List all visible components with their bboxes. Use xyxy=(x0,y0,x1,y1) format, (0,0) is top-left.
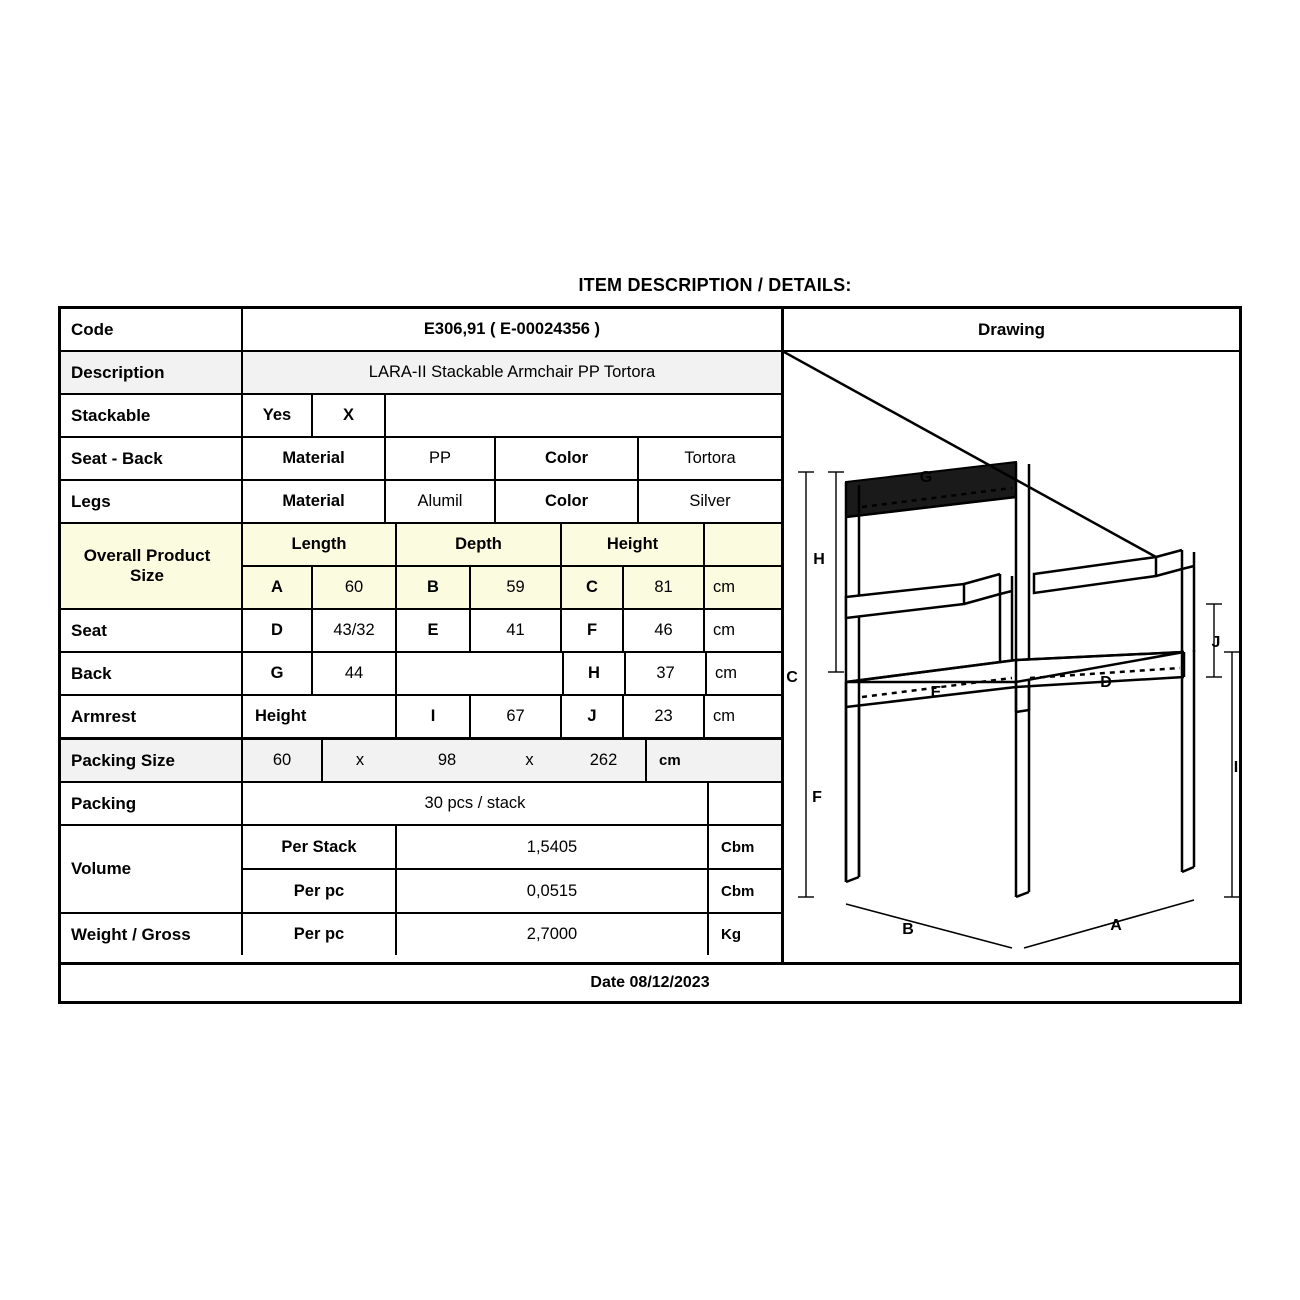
packing-size-length: 60 xyxy=(243,740,323,781)
row-weight xyxy=(61,914,781,955)
date-row: Date 08/12/2023 xyxy=(61,962,1239,1001)
back-g-value: 44 xyxy=(313,653,397,694)
drawing-label-d: D xyxy=(1100,674,1112,691)
armrest-unit: cm xyxy=(713,707,735,725)
legs-color-label: Color xyxy=(496,481,639,522)
back-unit: cm xyxy=(715,664,737,682)
code-label: Code xyxy=(61,309,243,350)
overall-size-grid xyxy=(243,524,781,608)
armrest-i-key: I xyxy=(397,696,471,737)
seat-e-value: 41 xyxy=(471,610,562,651)
drawing-label-g: G xyxy=(919,469,933,486)
overall-size-label-line2: Size xyxy=(129,566,165,585)
seat-label: Seat xyxy=(61,610,243,651)
volume-grid xyxy=(243,826,781,912)
overall-size-label-line1: Overall Product xyxy=(83,546,211,565)
row-back xyxy=(61,653,781,696)
drawing-label-c: C xyxy=(786,669,798,686)
drawing-label-j: J xyxy=(1211,634,1221,651)
overall-unit-blank xyxy=(705,524,781,565)
volume-per-stack-unit: Cbm xyxy=(721,838,755,856)
packing-size-height: 262 xyxy=(562,740,647,781)
volume-per-stack-label: Per Stack xyxy=(243,826,397,868)
seat-back-material-value: PP xyxy=(386,438,496,479)
description-value: LARA-II Stackable Armchair PP Tortora xyxy=(368,363,656,381)
seat-e-key: E xyxy=(397,610,471,651)
drawing-label-f: F xyxy=(812,789,822,806)
packing-unit-blank xyxy=(709,783,781,824)
volume-per-pc-label: Per pc xyxy=(243,870,397,912)
drawing-panel xyxy=(784,309,1239,962)
volume-per-pc-row xyxy=(243,870,781,912)
stackable-yes-label: Yes xyxy=(243,395,313,436)
packing-value: 30 pcs / stack xyxy=(243,783,709,824)
back-g-key: G xyxy=(243,653,313,694)
drawing-label-b: B xyxy=(902,921,914,938)
weight-value: 2,7000 xyxy=(397,914,709,955)
description-label: Description xyxy=(61,352,243,393)
overall-b-value: 59 xyxy=(471,567,562,608)
code-value: E306,91 ( E-00024356 ) xyxy=(423,320,601,338)
back-h-value: 37 xyxy=(626,653,707,694)
packing-size-width: 98 xyxy=(437,751,457,769)
depth-header: Depth xyxy=(397,524,562,565)
overall-c-key: C xyxy=(562,567,624,608)
weight-unit: Kg xyxy=(721,926,741,943)
seat-back-label: Seat - Back xyxy=(61,438,243,479)
seat-f-value: 46 xyxy=(624,610,705,651)
seat-unit: cm xyxy=(713,621,735,639)
chair-technical-drawing xyxy=(784,352,1239,962)
volume-per-stack-value: 1,5405 xyxy=(397,826,709,868)
armrest-j-key: J xyxy=(562,696,624,737)
stackable-empty xyxy=(386,395,781,436)
back-blank xyxy=(397,653,564,694)
row-armrest xyxy=(61,696,781,740)
packing-size-label: Packing Size xyxy=(61,740,243,781)
legs-material-value: Alumil xyxy=(386,481,496,522)
spec-table-frame xyxy=(58,306,1242,1004)
height-header: Height xyxy=(562,524,705,565)
stackable-mark: X xyxy=(313,395,386,436)
overall-size-headers xyxy=(243,524,781,567)
row-seat-back xyxy=(61,438,781,481)
packing-size-x1: x xyxy=(355,751,365,769)
drawing-label-h: H xyxy=(813,551,825,568)
volume-per-pc-value: 0,0515 xyxy=(397,870,709,912)
overall-c-value: 81 xyxy=(624,567,705,608)
row-seat xyxy=(61,610,781,653)
spec-sheet xyxy=(58,275,1242,1004)
sheet-body xyxy=(61,309,1239,962)
row-packing-size xyxy=(61,740,781,783)
drawing-header: Drawing xyxy=(784,309,1239,352)
armrest-label: Armrest xyxy=(61,696,243,737)
drawing-canvas xyxy=(784,352,1239,962)
row-overall-size xyxy=(61,524,781,610)
seat-back-color-label: Color xyxy=(496,438,639,479)
legs-label: Legs xyxy=(61,481,243,522)
overall-unit: cm xyxy=(713,578,735,596)
seat-back-color-value: Tortora xyxy=(684,449,736,467)
back-h-key: H xyxy=(564,653,626,694)
row-volume xyxy=(61,826,781,914)
volume-per-stack-row xyxy=(243,826,781,870)
armrest-i-value: 67 xyxy=(471,696,562,737)
seat-d-key: D xyxy=(243,610,313,651)
armrest-height-label: Height xyxy=(243,696,397,737)
page-title: ITEM DESCRIPTION / DETAILS: xyxy=(578,275,852,295)
overall-size-values xyxy=(243,567,781,608)
row-stackable xyxy=(61,395,781,438)
row-description xyxy=(61,352,781,395)
stackable-label: Stackable xyxy=(61,395,243,436)
overall-b-key: B xyxy=(397,567,471,608)
legs-material-label: Material xyxy=(243,481,386,522)
volume-label: Volume xyxy=(61,826,243,912)
row-code xyxy=(61,309,781,352)
seat-back-material-label: Material xyxy=(243,438,386,479)
overall-a-value: 60 xyxy=(313,567,397,608)
packing-size-x2: x xyxy=(525,751,534,769)
drawing-label-a: A xyxy=(1110,917,1122,934)
weight-per-pc-label: Per pc xyxy=(243,914,397,955)
legs-color-value: Silver xyxy=(689,492,731,510)
drawing-label-i: I xyxy=(1233,759,1239,776)
drawing-label-e: E xyxy=(930,684,942,701)
packing-size-unit: cm xyxy=(659,752,681,769)
row-packing xyxy=(61,783,781,826)
volume-per-pc-unit: Cbm xyxy=(721,882,755,900)
row-legs xyxy=(61,481,781,524)
packing-label: Packing xyxy=(61,783,243,824)
length-header: Length xyxy=(243,524,397,565)
seat-f-key: F xyxy=(562,610,624,651)
details-table xyxy=(61,309,784,962)
back-label: Back xyxy=(61,653,243,694)
weight-label: Weight / Gross xyxy=(61,914,243,955)
overall-size-label xyxy=(61,524,243,608)
overall-a-key: A xyxy=(243,567,313,608)
armrest-j-value: 23 xyxy=(624,696,705,737)
seat-d-value: 43/32 xyxy=(313,610,397,651)
